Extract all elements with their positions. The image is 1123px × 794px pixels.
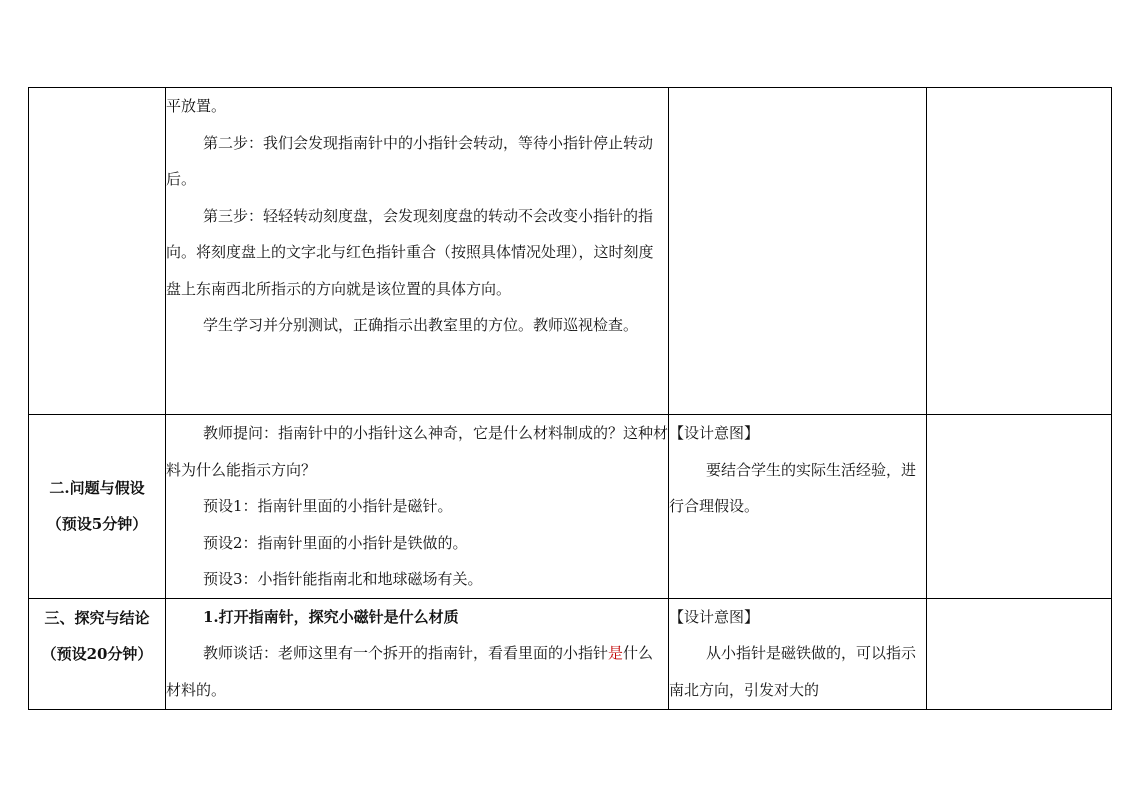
procedure-paragraph: 预设1：指南针里面的小指针是磁针。	[203, 497, 453, 515]
stage-heading-cell	[29, 598, 166, 709]
procedure-paragraph: 学生学习并分别测试，正确指示出教室里的方位。教师巡视检查。	[203, 316, 639, 334]
design-intent-title: 【设计意图】	[669, 424, 760, 442]
intent-cell-empty	[669, 88, 927, 415]
stage-time: （预设5分钟）	[46, 515, 148, 534]
procedure-paragraph: 第三步：轻轻转动刻度盘，会发现刻度盘的转动不会改变小指针的指向。将刻度盘上的文字北与红色指针重合（按照具体情况处理），这时刻度盘上东南西北所指示的方向就是该位置的具体方向。	[166, 206, 654, 298]
stage-cell-empty	[29, 88, 166, 415]
notes-cell-empty	[927, 415, 1112, 599]
procedure-paragraph: 第二步：我们会发现指南针中的小指针会转动，等待小指针停止转动后。	[166, 133, 654, 188]
procedure-cell	[166, 415, 669, 599]
table-row	[29, 598, 1112, 709]
procedure-paragraph: 教师提问：指南针中的小指针这么神奇，它是什么材料制成的？这种材料为什么能指示方向？	[166, 424, 669, 479]
table-row	[29, 88, 1112, 415]
paragraph-text: 什么材料的。	[166, 644, 654, 699]
procedure-paragraph	[166, 635, 668, 708]
design-intent-cell	[669, 598, 927, 709]
notes-cell-empty	[927, 598, 1112, 709]
stage-heading-cell	[29, 415, 166, 599]
design-intent-text: 从小指针是磁铁做的，可以指示南北方向，引发对大的	[669, 644, 917, 699]
paragraph-text: 教师谈话：老师这里有一个拆开的指南针，看看里面的小指针	[203, 644, 609, 662]
stage-heading: 二.问题与假设	[49, 479, 145, 498]
design-intent-title: 【设计意图】	[669, 607, 760, 626]
notes-cell-empty	[927, 88, 1112, 415]
stage-heading: 三、探究与结论（预设20分钟）	[41, 608, 153, 663]
highlighted-text: 是	[608, 644, 624, 662]
section-subtitle: 1.打开指南针，探究小磁针是什么材质	[203, 607, 459, 626]
procedure-paragraph: 预设3：小指针能指南北和地球磁场有关。	[203, 570, 483, 588]
procedure-cell	[166, 88, 669, 415]
lesson-plan-table	[28, 87, 1112, 710]
procedure-paragraph: 平放置。	[166, 97, 227, 115]
procedure-cell	[166, 598, 669, 709]
table-row	[29, 415, 1112, 599]
procedure-paragraph: 预设2：指南针里面的小指针是铁做的。	[203, 533, 468, 552]
design-intent-text: 要结合学生的实际生活经验，进行合理假设。	[669, 460, 917, 515]
design-intent-cell	[669, 415, 927, 599]
